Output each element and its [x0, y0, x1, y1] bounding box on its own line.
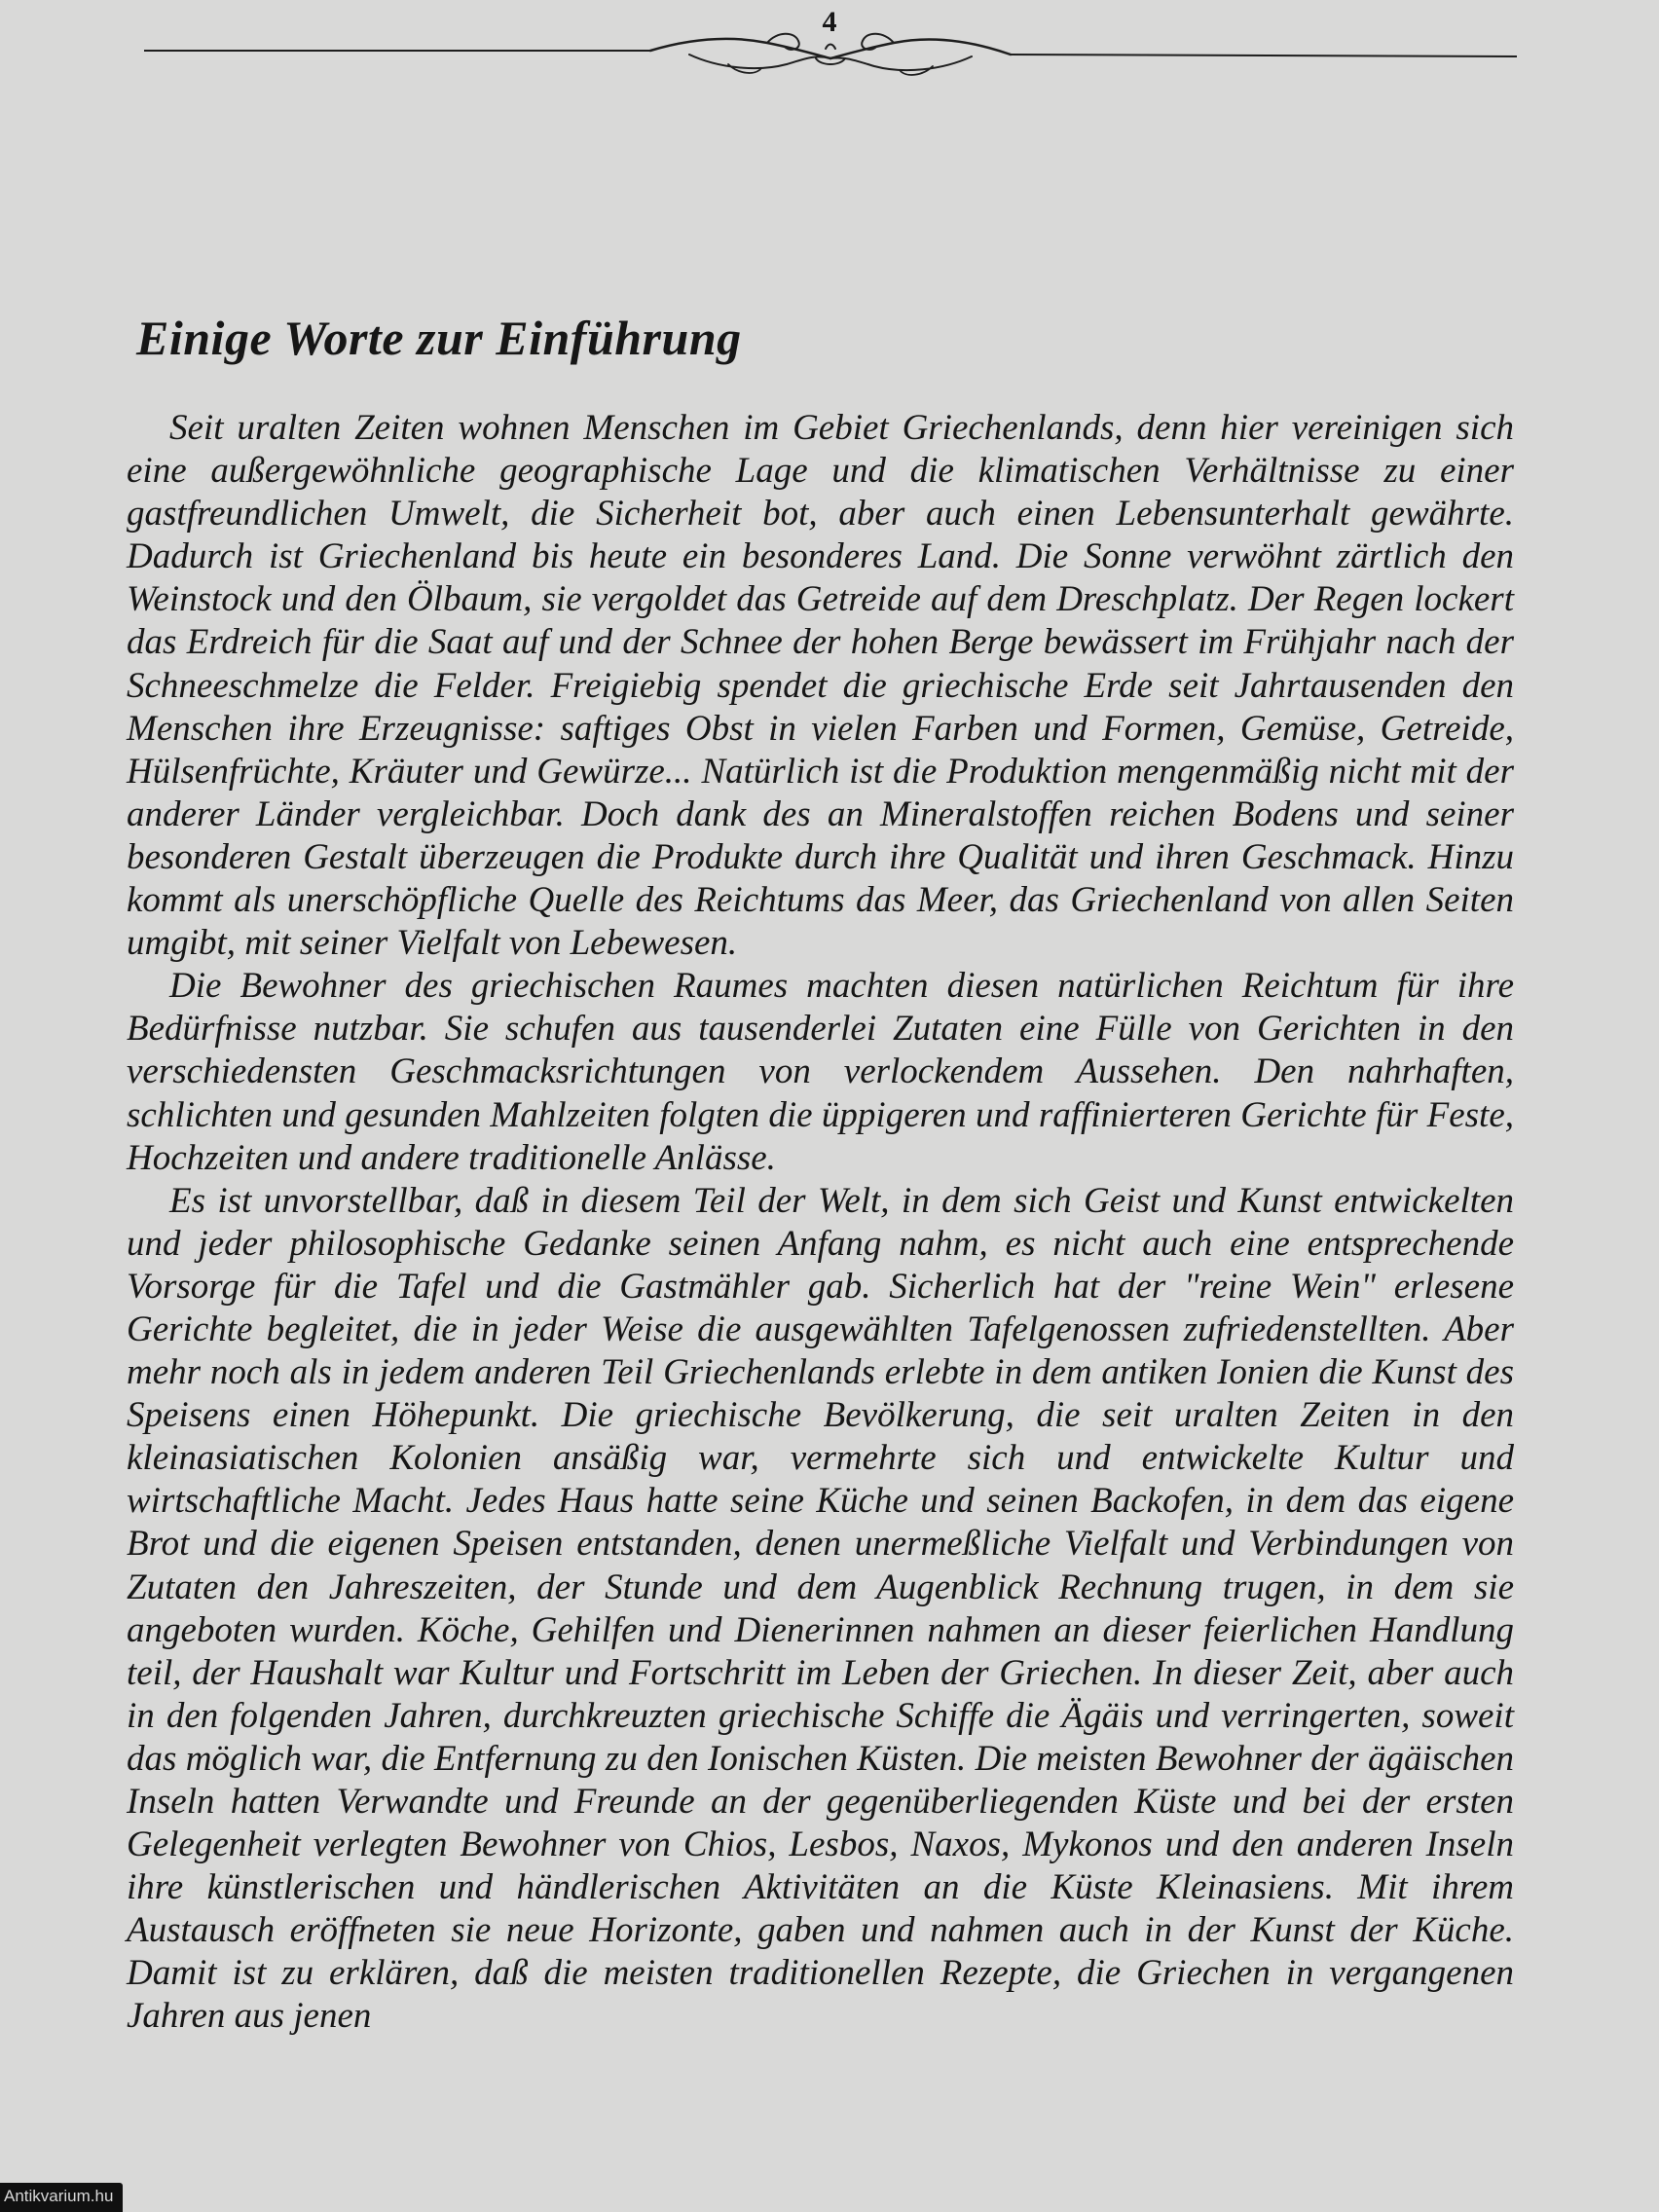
body-text	[127, 407, 1514, 2039]
watermark: Antikvarium.hu	[0, 2183, 123, 2212]
header-ornament	[144, 25, 1517, 78]
paragraph-3: Es ist unvorstellbar, daß in diesem Teil der Welt, in dem sich Geist und Kunst entwickelten und jeder philosophische Gedanke seinen Anfang nahm, es nicht auch eine entsprechende Vorsorge für die Tafel und die Gastmähler gab. Sicherlich hat der "reine Wein" erlesene Gerichte begleitet, die in jeder Weise die ausgewählten Tafelgenossen zufriedenstellten. Aber mehr noch als in jedem anderen Teil Griechenlands erlebte in dem antiken Ionien die Kunst des Speisens einen Höhepunkt. Die griechische Bevölkerung, die seit uralten Zeiten in den kleinasiatischen Kolonien ansäßig war, vermehrte sich und entwickelte Kultur und wirtschaftliche Macht. Jedes Haus hatte seine Küche und seinen Backofen, in dem das eigene Brot und die eigenen Speisen entstanden, denen unermeßliche Vielfalt und Verbindungen von Zutaten den Jahreszeiten, der Stunde und dem Augenblick Rechnung trugen, in dem sie angeboten wurden. Köche, Gehilfen und Dienerinnen nahmen an dieser feierlichen Handlung teil, der Haushalt war Kultur und Fortschritt im Leben der Griechen. In dieser Zeit, aber auch in den folgenden Jahren, durchkreuzten griechische Schiffe die Ägäis und verringerten, soweit das möglich war, die Entfernung zu den Ionischen Küsten. Die meisten Bewohner der ägäischen Inseln hatten Verwandte und Freunde an der gegenüberliegenden Küste und bei der ersten Gelegenheit verlegten Bewohner von Chios, Lesbos, Naxos, Mykonos und den anderen Inseln ihre künstlerischen und händlerischen Aktivitäten an die Küste Kleinasiens. Mit ihrem Austausch eröffneten sie neue Horizonte, gaben und nahmen auch in der Kunst der Küche. Damit ist zu erklären, daß die meisten traditionellen Rezepte, die Griechen in vergangenen Jahren aus jenen	[127, 1180, 1514, 2037]
page-number: 4	[822, 6, 837, 38]
paragraph-1: Seit uralten Zeiten wohnen Menschen im Gebiet Griechenlands, denn hier vereinigen sich eine außergewöhnliche geographische Lage und die klimatischen Verhältnisse zu einer gastfreundlichen Umwelt, die Sicherheit bot, aber auch einen Lebensunterhalt gewährte. Dadurch ist Griechenland bis heute ein besonderes Land. Die Sonne verwöhnt zärtlich den Weinstock und den Ölbaum, sie vergoldet das Getreide auf dem Dreschplatz. Der Regen lockert das Erdreich für die Saat auf und der Schnee der hohen Berge bewässert im Frühjahr nach der Schneeschmelze die Felder. Freigiebig spendet die griechische Erde seit Jahrtausenden den Menschen ihre Erzeugnisse: saftiges Obst in vielen Farben und Formen, Gemüse, Getreide, Hülsenfrüchte, Kräuter und Gewürze... Natürlich ist die Produktion mengenmäßig nicht mit der anderer Länder vergleichbar. Doch dank des an Mineralstoffen reichen Bodens und seiner besonderen Gestalt überzeugen die Produkte durch ihre Qualität und ihren Geschmack. Hinzu kommt als unerschöpfliche Quelle des Reichtums das Meer, das Griechenland von allen Seiten umgibt, mit seiner Vielfalt von Lebewesen.	[127, 408, 1514, 964]
paragraph-2: Die Bewohner des griechischen Raumes machten diesen natürlichen Reichtum für ihre Bedürfnisse nutzbar. Sie schufen aus tausenderlei Zutaten eine Fülle von Gerichten in den verschiedensten Geschmacksrichtungen von verlockendem Aussehen. Den nahrhaften, schlichten und gesunden Mahlzeiten folgten die üppigeren und raffinierteren Gerichte für Feste, Hochzeiten und andere traditionelle Anlässe.	[127, 966, 1514, 1178]
chapter-title: Einige Worte zur Einführung	[136, 311, 742, 365]
